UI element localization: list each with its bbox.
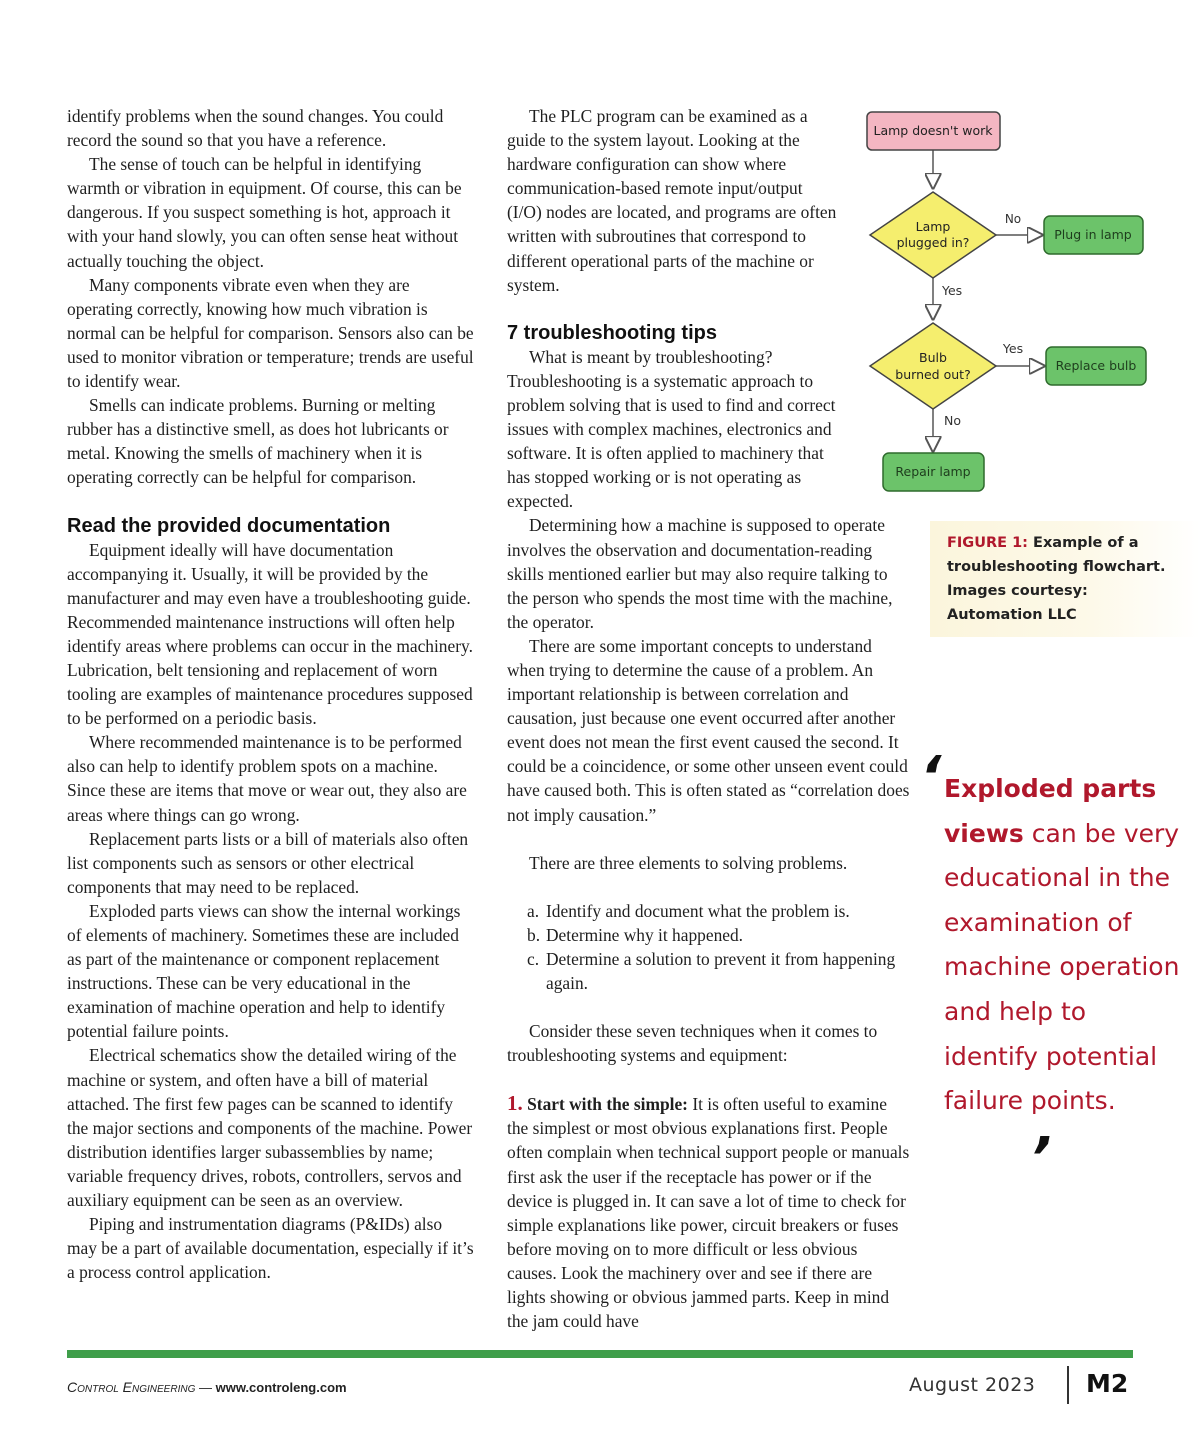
pullquote-text: can be very educational in the examination of machine operation and help to identify potential failure points.	[944, 818, 1180, 1116]
pullquote	[944, 767, 1184, 1124]
paragraph: The PLC program can be examined as a guide to the system layout. Looking at the hardware configuration can show where communication-based remote input/output (I/O) nodes are located, and programs are often written with subroutines that correspond to different operational parts of the machine or system.	[507, 106, 837, 295]
flowchart-decision-label: plugged in?	[896, 235, 970, 250]
paragraph: Many components vibrate even when they are operating correctly, knowing how much vibration is normal can be helpful for comparison. Sensors also can be used to monitor vibration or temperature; trends are useful to identify wear.	[67, 274, 474, 392]
pullquote-emphasis: Exploded parts views	[944, 774, 1157, 848]
issue-date: August 2023	[909, 1374, 1036, 1396]
tip-number: 1.	[507, 1091, 523, 1116]
flowchart-decision-label: Bulb	[919, 350, 947, 365]
flowchart-decision-label: Lamp	[915, 219, 951, 234]
flowchart-branch-label: Yes	[942, 283, 963, 298]
paragraph: Piping and instrumentation diagrams (P&IDs) also may be a part of available documentation, especially if it’s a process control application.	[67, 1214, 474, 1283]
article-column-1	[67, 104, 475, 1284]
paragraph: Where recommended maintenance is to be performed also can help to identify problem spots on a machine. Since these are items that move or wear out, they also are areas where things can go wrong.	[67, 732, 467, 825]
article-column-2	[507, 104, 911, 1333]
tip-text: It is often useful to examine the simplest or most obvious explanations first. People often complain when technical support people or manuals first ask the user if the receptacle has power or if the device is plugged in. It can save a lot of time to check for simple explanations like power, circuit breakers or fuses before moving on to more difficult or less obvious causes. Look the machinery over and see if there are lights showing or obvious jammed parts. Keep in mind the jam could have	[507, 1094, 910, 1332]
paragraph: Exploded parts views can show the internal workings of elements of machinery. Sometimes these are included as part of the maintenance or component replacement instructions. These can be very educational in the examination of machine operation and help to identify potential failure points.	[67, 900, 461, 1042]
steps-list	[507, 899, 911, 995]
website-link[interactable]: www.controleng.com	[215, 1380, 347, 1395]
figure-label: FIGURE 1:	[947, 535, 1028, 551]
flowchart-decision-label: burned out?	[895, 367, 971, 382]
tip-paragraph	[507, 1091, 911, 1333]
footer-separator: —	[195, 1380, 216, 1395]
list-item: a. Identify and document what the problem is.	[527, 900, 850, 921]
pullquote-open-mark: ‘	[920, 745, 942, 810]
flowchart-branch-label: No	[944, 413, 961, 428]
pullquote-close-mark: ’	[1030, 1126, 1052, 1191]
footer-publication	[67, 1379, 347, 1395]
section-heading: Read the provided documentation	[67, 514, 391, 537]
flowchart-action-label: Plug in lamp	[1054, 227, 1132, 242]
flowchart-branch-label: No	[1004, 212, 1022, 226]
paragraph: The sense of touch can be helpful in identifying warmth or vibration in equipment. Of course, this can be dangerous. If you suspect something is hot, approach it with your hand slowly, you can often sense heat without actually touching the object.	[67, 154, 462, 271]
paragraph: What is meant by troubleshooting? Troubleshooting is a systematic approach to problem solving that is used to find and correct issues with complex machines, electronics and software. It is often applied to machinery that has stopped working or is not operating as expected.	[507, 346, 836, 512]
list-item: c. Determine a solution to prevent it from happening again.	[527, 948, 896, 993]
paragraph: Electrical schematics show the detailed wiring of the machine or system, and often have a bill of material attached. The first few pages can be scanned to identify the major sections and components of the machine. Power distribution identifies larger subassemblies by name; variable frequency drives, robots, controllers, servos and auxiliary equipment can be seen as an overview.	[67, 1045, 473, 1211]
section-heading: 7 troubleshooting tips	[507, 321, 717, 344]
page-number: M2	[1086, 1369, 1129, 1398]
list-item: b. Determine why it happened.	[527, 924, 744, 945]
paragraph: Consider these seven techniques when it comes to troubleshooting systems and equipment:	[507, 1021, 878, 1066]
flowchart-action-label: Repair lamp	[895, 464, 971, 479]
paragraph: There are some important concepts to understand when trying to determine the cause of a problem. An important relationship is between correlation and causation, just because one event occurred after another event does not mean the first event caused the second. It could be a coincidence, or some other unseen event could have caused both. This is often stated as “correlation does not imply causation.”	[507, 635, 910, 825]
paragraph: Determining how a machine is supposed to operate involves the observation and documentation-reading skills mentioned earlier but may also require talking to the person who spends the most time with the machine, the operator.	[507, 515, 893, 632]
tip-title: Start with the simple:	[527, 1094, 688, 1115]
flowchart-action-label: Replace bulb	[1055, 358, 1137, 373]
footer-rule	[67, 1350, 1133, 1358]
footer-divider	[1067, 1366, 1069, 1404]
flowchart-branch-label: Yes	[1002, 341, 1024, 356]
troubleshooting-flowchart	[858, 104, 1158, 504]
flowchart-decision-node	[870, 323, 996, 409]
magazine-name: Control Engineering	[67, 1379, 196, 1395]
paragraph: There are three elements to solving problems.	[529, 852, 848, 873]
paragraph: Smells can indicate problems. Burning or melting rubber has a distinctive smell, as does hot lubricants or metal. Knowing the smells of machinery when it is operating correctly can be helpful for comparison.	[67, 395, 449, 488]
figure-caption	[930, 521, 1200, 637]
paragraph: Equipment ideally will have documentation accompanying it. Usually, it will be provided by the manufacturer and may even have a troubleshooting guide. Recommended maintenance instructions will often help identify areas where problems can occur in the machinery. Lubrication, belt tensioning and replacement of worn tooling are examples of maintenance procedures supposed to be performed on a periodic basis.	[67, 539, 473, 729]
flowchart-start-label: Lamp doesn't work	[873, 123, 993, 138]
paragraph: Replacement parts lists or a bill of materials also often list components such as sensors or other electrical components that may need to be replaced.	[67, 828, 469, 897]
paragraph: identify problems when the sound changes. You could record the sound so that you have a reference.	[67, 106, 444, 151]
figure-caption-text: Example of a troubleshooting flowchart. Images courtesy: Automation LLC	[947, 535, 1166, 623]
